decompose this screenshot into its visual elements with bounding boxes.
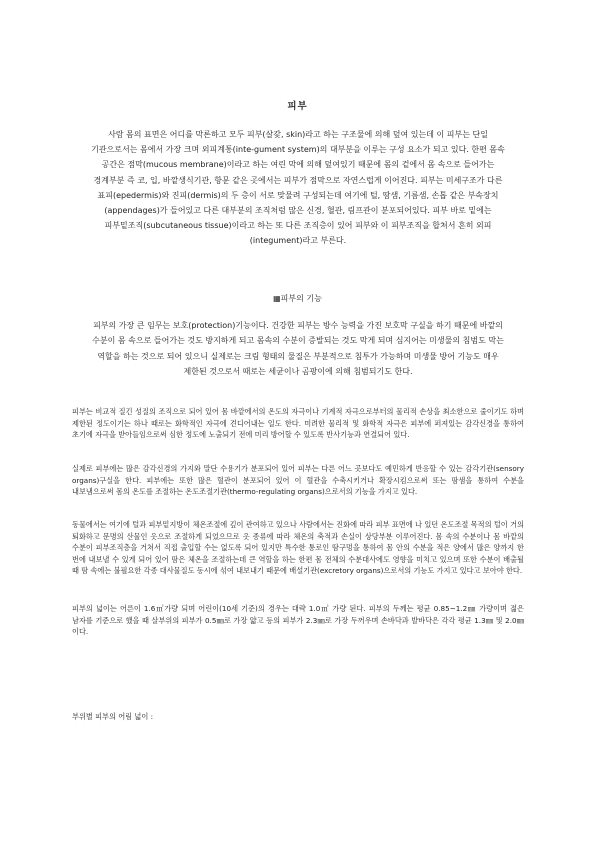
area-by-region-label: 부위별 피부의 어림 넓이 : [72,712,153,721]
intro-paragraph: 사람 몸의 표면은 어디를 막론하고 모두 피부(살갗, skin)라고 하는 구조물에 의해 덮여 있는데 이 피부는 단일 기관으로서는 몸에서 가장 크며 외피계통(inte-gument system)의 대부분을 이루는 구성 요소가 되고 있다. 한편 몸속 공간은 점막(mucous membrane)이라고 하는 여린 막에 의해 덮여있기 때문에 몸의 겉에서 몸 속으로 들어가는 경계부분 즉 코, 입, 바깥생식기관, 항문 같은 곳에서는 피부가 점막으로 자연스럽게 이어진다. 피부는 미세구조가 다른 표피(epedermis)와 진피(dermis)의 두 층이 서로 맞물려 구성되는데 여기에 털, 땀샘, 기름샘, 손톱 같은 부속장치(appendages)가 들어있고 다른 대부분의 조직처럼 많은 신경, 혈관, 림프관이 분포되어있다. 피부 바로 밑에는 피부밑조직(subcutaneous tissue)이라고 하는 또 다른 조직층이 있어 피부와 이 피부조직을 합쳐서 흔히 외피(integument)라고 부른다. [91,130,505,246]
protection-paragraph: 피부는 비교적 질긴 성질의 조직으로 되어 있어 몸 바깥에서의 온도의 자극이나 기계적 자극으로부터의 물리적 손상을 최소한으로 줄이기도 하며 제한된 정도이기는 하나 때로는 화학적인 자극에 견디어내는 일도 한다. 미려한 물리적 및 화학적 자극은 피부에 퍼져있는 감각신경을 통하여 초기에 자극을 받아들임으로써 심한 정도에 노출되기 전에 미리 방어할 수 있도록 반사기능과 연결되어 있다. [72,407,524,440]
sensory-paragraph: 실제로 피부에는 많은 감각신경의 가지와 말단 수용기가 분포되어 있어 피부는 다른 어느 곳보다도 예민하게 반응할 수 있는 감각기관(sensory organs)구실을 한다. 피부에는 또한 많은 혈관이 분포되어 있어 이 혈관을 수축시키거나 확장시킴으로써 또는 땀샘을 통하여 수분을 내보냄으로써 몸의 온도를 조절하는 온도조절기관(thermo-regulating organs)으로서의 기능을 가지고 있다. [72,464,524,497]
section-heading: ▦피부의 기능 [273,294,322,303]
function-intro-paragraph: 피부의 가장 큰 임무는 보호(protection)기능이다. 건강한 피부는 방수 능력을 가진 보호막 구실을 하기 때문에 바깥의 수분이 몸 속으로 들어가는 것도 방지하게 되고 몸속의 수분이 증발되는 것도 막게 되며 심지어는 미생물의 침범도 막는 역할을 하는 것으로 되어 있으니 실제로는 크림 형태의 물질은 부분적으로 침투가 가능하며 미생물 방어 기능도 매우 제한된 것으로서 때로는 세균이나 곰팡이에 의해 침범되기도 한다. [92,321,504,377]
thermoregulation-paragraph: 동물에서는 여기에 털과 피부밑지방이 체온조절에 깊이 관여하고 있으나 사람에서는 진화에 따라 피부 표면에 나 있던 온도조절 목적의 털이 거의 퇴화하고 문명의 산물인 옷으로 조절하게 되었으므로 옷 종류에 따라 체온의 축적과 손실이 상당부분 이루어진다. 몸 속의 수분이나 몸 바깥의 수분이 피부조직층을 거쳐서 직접 출입할 수는 없도록 되어 있지만 특수한 통로인 땀구멍을 통하여 몸 안의 수분을 적은 양에서 많은 양까지 한 번에 내보낼 수 있게 되어 있어 땀은 체온을 조절하는데 큰 역할을 하는 한편 몸 전체의 수분대사에도 영향을 미치고 있으며 또한 수분이 배출될 때 땀 속에는 불필요한 각종 대사물질도 동시에 섞여 내보내기 때문에 배설기관(excretory organs)으로서의 기능도 가지고 있다고 보아야 한다. [72,520,524,576]
skin-area-paragraph: 피부의 넓이는 어른이 1.6㎡가량 되며 어린이(10세 기준)의 경우는 대략 1.0㎡ 가량 된다. 피부의 두께는 평균 0.85~1.2㎜ 가량이며 젊은 남자를 기준으로 했을 때 살부위의 피부가 0.5㎜로 가장 얇고 등의 피부가 2.3㎜로 가장 두꺼우며 손바닥과 발바닥은 각각 평균 1.3㎜ 및 2.0㎜이다. [72,604,524,637]
document-title: 피부 [287,101,308,112]
